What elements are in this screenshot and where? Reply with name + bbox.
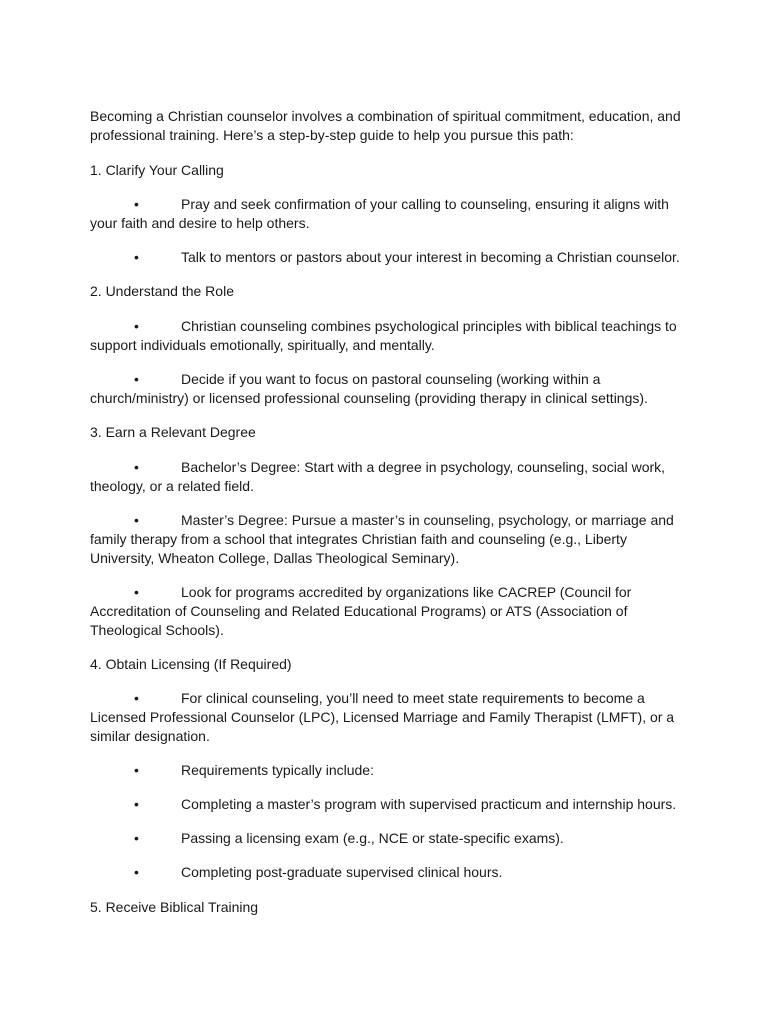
bullet-marker: • xyxy=(134,830,139,846)
bullet-text: Christian counseling combines psychological principles with biblical teachings to support individuals emotionally, spiritually, and mentally. xyxy=(90,318,677,353)
section-heading: 4. Obtain Licensing (If Required) xyxy=(90,656,292,672)
bullet-marker: • xyxy=(134,371,139,387)
bullet-text: Bachelor’s Degree: Start with a degree in psychology, counseling, social work, theology, or a related field. xyxy=(90,459,666,494)
section-heading: 2. Understand the Role xyxy=(90,283,234,299)
bullet-marker: • xyxy=(134,762,139,778)
bullet-item xyxy=(90,511,690,568)
section-heading: 1. Clarify Your Calling xyxy=(90,162,224,178)
section-heading: 5. Receive Biblical Training xyxy=(90,899,259,915)
bullet-text: Look for programs accredited by organizations like CACREP (Council for Accreditation of Counseling and Related Educational Programs) or ATS (Association of Theological Schools). xyxy=(90,584,632,638)
bullet-marker: • xyxy=(134,196,139,212)
bullet-marker: • xyxy=(134,864,139,880)
bullet-text: Passing a licensing exam (e.g., NCE or state-specific exams). xyxy=(181,830,564,846)
bullet-marker: • xyxy=(134,796,139,812)
bullet-text: Talk to mentors or pastors about your interest in becoming a Christian counselor. xyxy=(181,249,680,265)
intro-paragraph: Becoming a Christian counselor involves a combination of spiritual commitment, education, and professional training. Here’s a step-by-step guide to help you pursue this path: xyxy=(90,108,681,143)
bullet-item xyxy=(90,583,690,640)
bullet-text: Pray and seek confirmation of your calling to counseling, ensuring it aligns with your faith and desire to help others. xyxy=(90,196,669,231)
bullet-marker: • xyxy=(134,512,139,528)
bullet-text: Decide if you want to focus on pastoral counseling (working within a church/ministry) or licensed professional counseling (providing therapy in clinical settings). xyxy=(90,371,648,406)
bullet-text: Master’s Degree: Pursue a master’s in counseling, psychology, or marriage and family therapy from a school that integrates Christian faith and counseling (e.g., Liberty University, Wheaton College, Dallas Theological Seminary). xyxy=(90,512,674,566)
bullet-marker: • xyxy=(134,459,139,475)
bullet-marker: • xyxy=(134,690,139,706)
bullet-marker: • xyxy=(134,318,139,334)
bullet-marker: • xyxy=(134,249,139,265)
bullet-text: Completing post-graduate supervised clinical hours. xyxy=(181,864,503,880)
bullet-item xyxy=(90,689,690,746)
bullet-item xyxy=(90,795,690,814)
bullet-item xyxy=(90,863,690,882)
section-heading: 3. Earn a Relevant Degree xyxy=(90,424,256,440)
bullet-item xyxy=(90,317,690,355)
bullet-item xyxy=(90,195,690,233)
bullet-marker: • xyxy=(134,584,139,600)
bullet-text: Requirements typically include: xyxy=(181,762,374,778)
bullet-item xyxy=(90,458,690,496)
bullet-item xyxy=(90,761,690,780)
bullet-item xyxy=(90,248,690,267)
bullet-item xyxy=(90,829,690,848)
bullet-text: Completing a master’s program with supervised practicum and internship hours. xyxy=(181,796,677,812)
bullet-text: For clinical counseling, you’ll need to meet state requirements to become a Licensed Professional Counselor (LPC), Licensed Marriage and Family Therapist (LMFT), or a similar designation. xyxy=(90,690,675,744)
bullet-item xyxy=(90,370,690,408)
